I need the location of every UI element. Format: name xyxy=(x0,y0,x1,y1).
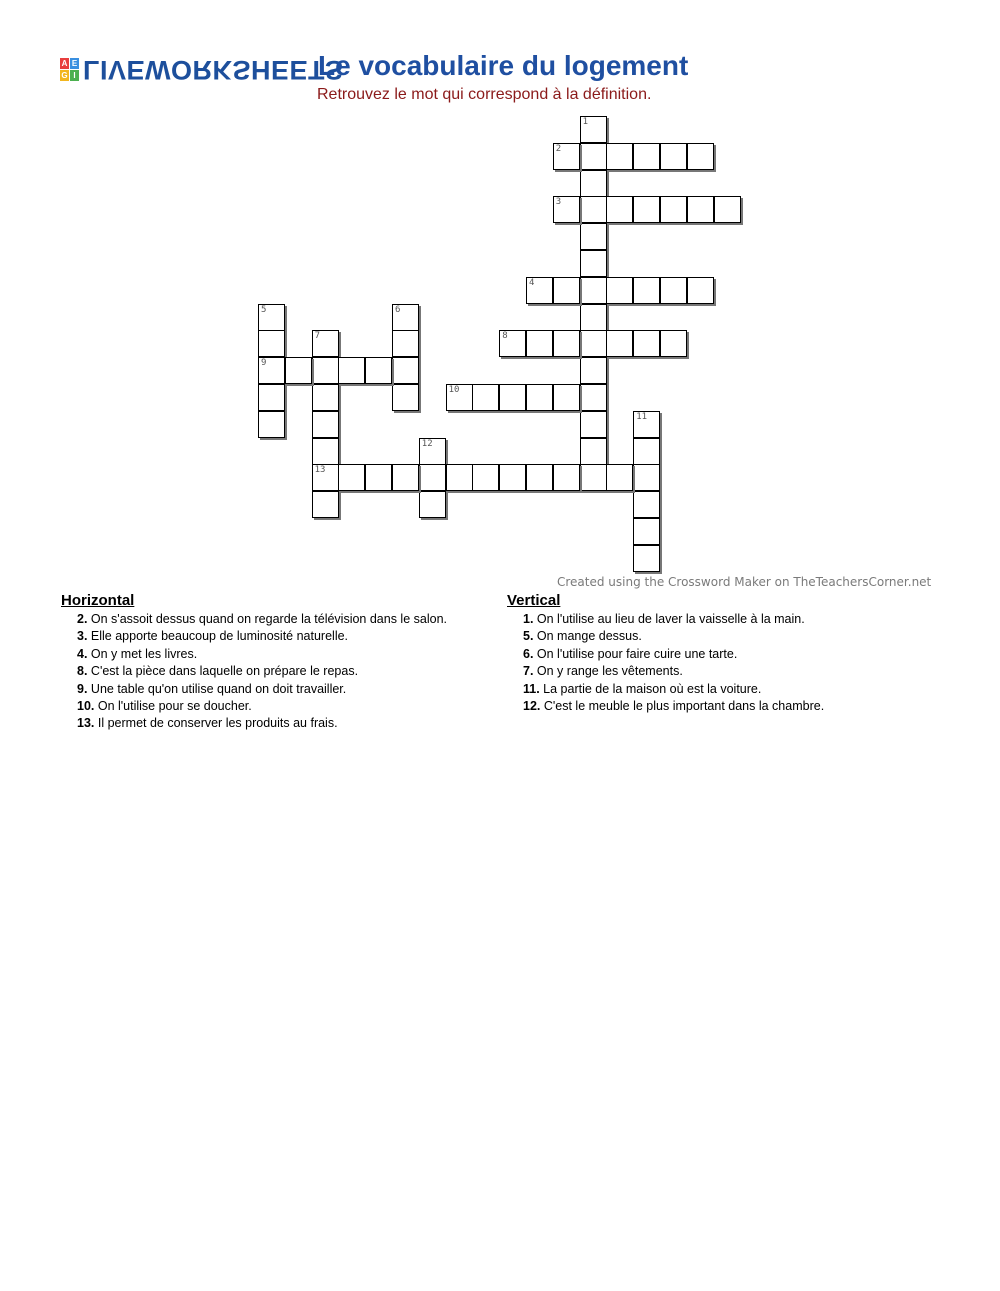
clue-number: 9. xyxy=(77,681,88,696)
crossword-cell[interactable] xyxy=(633,143,660,170)
crossword-cell[interactable] xyxy=(714,196,741,223)
crossword-cell[interactable] xyxy=(499,464,526,491)
clue-vertical xyxy=(523,611,824,628)
crossword-cell[interactable] xyxy=(365,357,392,384)
clue-text: On y range les vêtements. xyxy=(533,664,683,679)
crossword-cell[interactable] xyxy=(633,518,660,545)
crossword-cell[interactable] xyxy=(580,196,607,223)
clue-number: 2. xyxy=(77,612,88,626)
clue-text: Elle apporte beaucoup de luminosité naturelle. xyxy=(87,629,349,644)
crossword-cell[interactable] xyxy=(580,116,607,143)
clue-text: On y met les livres. xyxy=(87,646,198,661)
crossword-cell[interactable] xyxy=(312,357,339,384)
clue-text: On l'utilise pour faire cuire une tarte. xyxy=(533,646,738,661)
clue-text: C'est le meuble le plus important dans la chambre. xyxy=(540,699,825,714)
page-title: Le vocabulaire du logement xyxy=(318,50,689,81)
crossword-cell[interactable] xyxy=(258,411,285,438)
crossword-cell[interactable] xyxy=(687,277,714,304)
crossword-cell[interactable] xyxy=(258,384,285,411)
crossword-cell[interactable] xyxy=(338,464,365,491)
crossword-cell[interactable] xyxy=(338,357,365,384)
logo-text: LIVEWORKSHEETS xyxy=(83,54,344,85)
clue-text: On l'utilise pour se doucher. xyxy=(94,699,252,714)
crossword-cell[interactable] xyxy=(660,196,687,223)
clue-number: 10 xyxy=(448,385,460,395)
crossword-cell[interactable] xyxy=(580,277,607,304)
clue-number: 7 xyxy=(314,331,321,342)
credit-text: Created using the Crossword Maker on TheTeachersCorner.net xyxy=(557,575,932,589)
crossword-cell[interactable] xyxy=(499,330,526,357)
clue-number: 4 xyxy=(529,277,535,288)
clue-number: 6. xyxy=(523,646,534,661)
clues-vertical xyxy=(507,592,824,715)
clue-number: 8 xyxy=(502,331,508,342)
crossword-cell[interactable] xyxy=(446,464,473,491)
crossword-cell[interactable] xyxy=(633,411,660,438)
clue-number: 2 xyxy=(555,143,562,154)
crossword-cell[interactable] xyxy=(419,438,446,465)
crossword-cell[interactable] xyxy=(633,277,660,304)
crossword-cell[interactable] xyxy=(392,304,419,331)
crossword-cell[interactable] xyxy=(285,357,312,384)
clue-number: 9 xyxy=(261,358,267,369)
clue-number: 12 xyxy=(421,438,433,449)
crossword-cell[interactable] xyxy=(446,384,473,411)
crossword-cell[interactable] xyxy=(472,384,499,411)
clue-number: 5. xyxy=(523,629,534,644)
crossword-cell[interactable] xyxy=(580,357,607,384)
clue-horizontal xyxy=(77,663,447,680)
crossword-cell[interactable] xyxy=(633,545,660,572)
clue-vertical xyxy=(523,698,824,715)
crossword-cell[interactable] xyxy=(580,438,607,465)
clue-text: On mange dessus. xyxy=(533,629,642,644)
clues-vertical-title: Vertical xyxy=(507,592,561,609)
crossword-cell[interactable] xyxy=(392,330,419,357)
clue-text: On s'assoit dessus quand on regarde la télévision dans le salon. xyxy=(87,612,447,626)
crossword-cell[interactable] xyxy=(312,464,339,491)
clue-vertical xyxy=(523,663,824,680)
crossword-cell[interactable] xyxy=(312,491,339,518)
crossword-cell[interactable] xyxy=(312,330,339,357)
clue-number: 3 xyxy=(555,197,562,208)
clue-number: 1. xyxy=(523,612,534,626)
clue-number: 11 xyxy=(636,411,648,422)
clue-horizontal xyxy=(77,646,447,663)
crossword-cell[interactable] xyxy=(392,357,419,384)
clue-horizontal xyxy=(77,628,447,645)
clue-number: 1 xyxy=(582,117,589,127)
clue-number: 3. xyxy=(77,629,88,644)
crossword-cell[interactable] xyxy=(553,277,580,304)
crossword-cell[interactable] xyxy=(606,143,633,170)
crossword-cell[interactable] xyxy=(580,330,607,357)
crossword-cell[interactable] xyxy=(633,491,660,518)
clues-horizontal xyxy=(61,592,447,733)
crossword-cell[interactable] xyxy=(553,196,580,223)
clue-list-horizontal xyxy=(61,611,447,733)
crossword-cell[interactable] xyxy=(499,384,526,411)
crossword-cell[interactable] xyxy=(580,304,607,331)
crossword-cell[interactable] xyxy=(526,384,553,411)
crossword-cell[interactable] xyxy=(312,411,339,438)
clue-number: 13. xyxy=(77,716,95,731)
clue-text: C'est la pièce dans laquelle on prépare le repas. xyxy=(87,664,359,679)
crossword-cell[interactable] xyxy=(526,464,553,491)
crossword-cell[interactable] xyxy=(580,143,607,170)
clue-number: 11. xyxy=(523,681,540,696)
crossword-cell[interactable] xyxy=(580,464,607,491)
clue-text: On l'utilise au lieu de laver la vaisselle à la main. xyxy=(533,612,805,626)
crossword-cell[interactable] xyxy=(606,464,633,491)
clue-horizontal xyxy=(77,698,447,715)
clue-number: 12. xyxy=(523,699,541,714)
crossword-cell[interactable] xyxy=(312,384,339,411)
crossword-cell[interactable] xyxy=(553,143,580,170)
crossword-cell[interactable] xyxy=(687,196,714,223)
clue-list-vertical xyxy=(507,611,824,715)
crossword-cell[interactable] xyxy=(606,277,633,304)
clue-vertical xyxy=(523,628,824,645)
crossword-cell[interactable] xyxy=(580,384,607,411)
crossword-cell[interactable] xyxy=(687,143,714,170)
crossword-cell[interactable] xyxy=(419,464,446,491)
crossword-cell[interactable] xyxy=(606,330,633,357)
clue-number: 5 xyxy=(261,304,267,315)
crossword-cell[interactable] xyxy=(633,464,660,491)
crossword-cell[interactable] xyxy=(526,330,553,357)
crossword-cell[interactable] xyxy=(553,384,580,411)
crossword-cell[interactable] xyxy=(606,196,633,223)
logo-blocks-icon: A E G I xyxy=(61,58,78,80)
crossword-cell[interactable] xyxy=(660,277,687,304)
crossword-cell[interactable] xyxy=(392,464,419,491)
crossword-cell[interactable] xyxy=(553,464,580,491)
crossword-cell[interactable] xyxy=(419,491,446,518)
crossword-cell[interactable] xyxy=(633,438,660,465)
crossword-cell[interactable] xyxy=(258,357,285,384)
clue-number: 10. xyxy=(77,699,95,714)
page-subtitle: Retrouvez le mot qui correspond à la définition. xyxy=(317,86,652,103)
clue-horizontal xyxy=(77,611,447,628)
crossword-cell[interactable] xyxy=(392,384,419,411)
clue-text: La partie de la maison où est la voiture. xyxy=(539,681,762,696)
clue-number: 7. xyxy=(523,664,534,679)
crossword-cell[interactable] xyxy=(580,250,607,277)
crossword-cell[interactable] xyxy=(258,304,285,331)
crossword-cell[interactable] xyxy=(660,330,687,357)
crossword-cell[interactable] xyxy=(660,143,687,170)
crossword-cell[interactable] xyxy=(258,330,285,357)
crossword-cell[interactable] xyxy=(312,438,339,465)
clue-text: Il permet de conserver les produits au frais. xyxy=(94,716,338,731)
clue-number: 6 xyxy=(395,304,401,315)
crossword-cell[interactable] xyxy=(472,464,499,491)
crossword-cell[interactable] xyxy=(365,464,392,491)
crossword-cell[interactable] xyxy=(633,330,660,357)
crossword-cell[interactable] xyxy=(580,411,607,438)
clue-number: 4. xyxy=(77,646,88,661)
crossword-cell[interactable] xyxy=(580,223,607,250)
clue-horizontal xyxy=(77,715,447,732)
clue-text: Une table qu'on utilise quand on doit travailler. xyxy=(87,681,347,696)
crossword-cell[interactable] xyxy=(526,277,553,304)
clue-vertical xyxy=(523,646,824,663)
crossword-grid xyxy=(0,0,1000,600)
crossword-cell[interactable] xyxy=(633,196,660,223)
clue-number: 8. xyxy=(77,664,88,679)
clue-vertical xyxy=(523,681,824,698)
crossword-cell[interactable] xyxy=(553,330,580,357)
clue-horizontal xyxy=(77,681,447,698)
clues-horizontal-title: Horizontal xyxy=(61,592,135,609)
crossword-cell[interactable] xyxy=(580,170,607,197)
clue-number: 13 xyxy=(314,465,326,476)
